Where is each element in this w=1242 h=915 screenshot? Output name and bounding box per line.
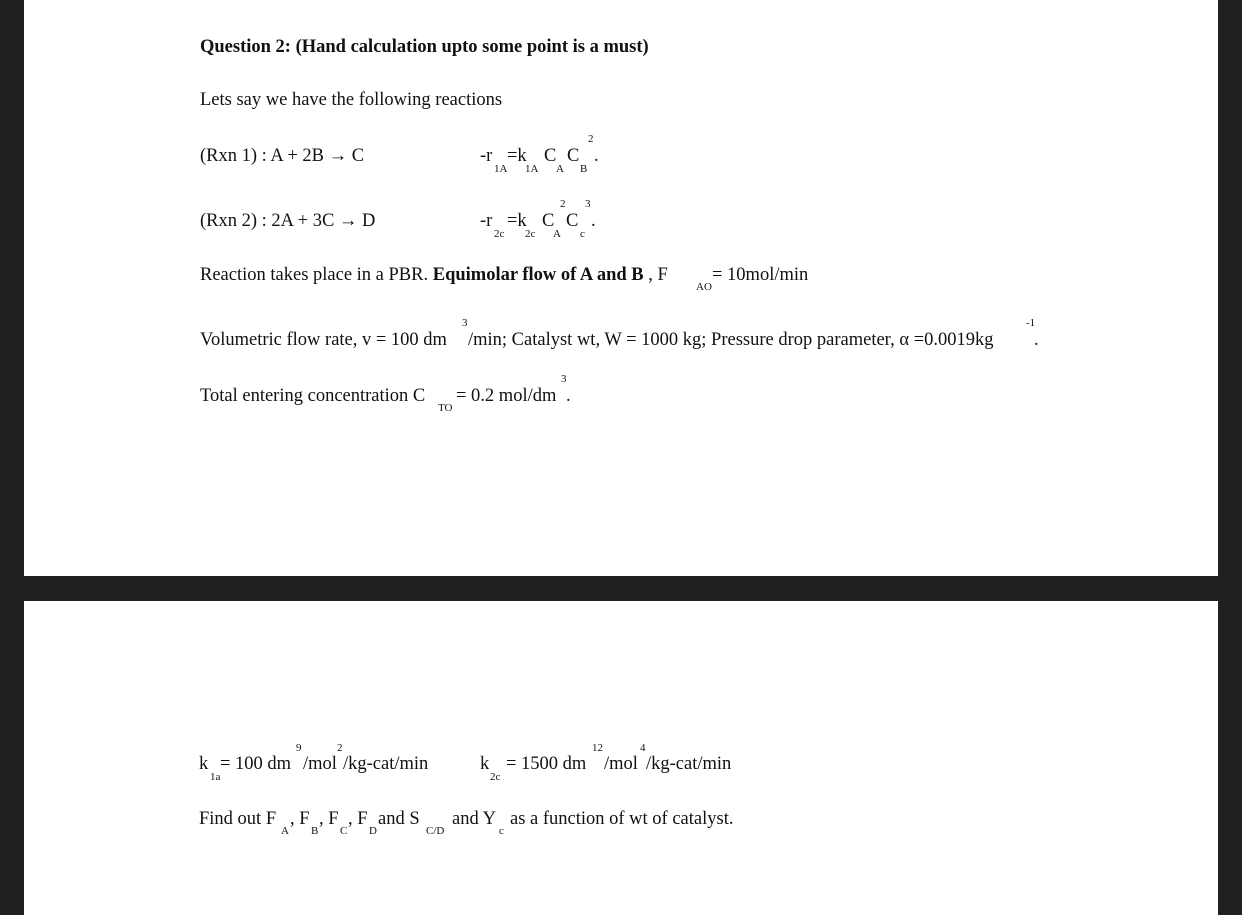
- question-title: Question 2: (Hand calculation upto some point is a must): [200, 37, 649, 57]
- pbr-text1: Reaction takes place in a PBR.: [200, 265, 433, 285]
- rxn2-rate-sup1: 2: [560, 198, 566, 210]
- pbr-bold: Equimolar flow of A and B: [432, 265, 644, 285]
- rxn1-rate-sup: 2: [588, 133, 594, 145]
- rxn2-rate-base: -r: [480, 211, 493, 231]
- vol-text2: /min; Catalyst wt, W = 1000 kg; Pressure drop parameter, α =0.0019kg: [468, 330, 994, 350]
- rxn2-rate-sub2: 2c: [525, 228, 536, 240]
- pbr-text2: , F: [643, 265, 668, 285]
- find-sub-c: C: [340, 825, 348, 837]
- k1-sup2: 2: [337, 742, 343, 754]
- conc-text2: = 0.2 mol/dm: [456, 386, 557, 406]
- k1-sub: 1a: [210, 771, 221, 783]
- rxn1-rate-base: -r: [480, 146, 493, 166]
- conc-text1: Total entering concentration C: [200, 386, 426, 406]
- find-c3: , F: [348, 809, 368, 829]
- find-c1: , F: [290, 809, 310, 829]
- k2-text2: /mol: [604, 754, 638, 774]
- rxn2-rate-sub4: c: [580, 228, 585, 240]
- find-sub-cd: C/D: [426, 825, 445, 837]
- rxn1-rate-c1: C: [544, 146, 557, 166]
- rxn1-rate-eq: =k: [507, 146, 527, 166]
- find-text1: Find out F: [199, 809, 277, 829]
- k1-text3: /kg-cat/min: [343, 754, 429, 774]
- k2-k: k: [480, 754, 490, 774]
- pbr-text3: = 10mol/min: [712, 265, 809, 285]
- k1-k: k: [199, 754, 209, 774]
- rxn2-rate-c1: C: [542, 211, 555, 231]
- rxn2-rate-sup2: 3: [585, 198, 591, 210]
- find-and2: and Y: [452, 809, 497, 829]
- k2-sub: 2c: [490, 771, 501, 783]
- rxn1-rate-sub1: 1A: [494, 163, 508, 175]
- find-sub-b: B: [311, 825, 319, 837]
- document-page-2: [24, 601, 1218, 915]
- conc-sup: 3: [561, 373, 567, 385]
- rxn2-rate-eq: =k: [507, 211, 527, 231]
- vol-sup1: 3: [462, 317, 468, 329]
- rxn1-rate-sub4: B: [580, 163, 588, 175]
- rxn2-rate-sub1: 2c: [494, 228, 505, 240]
- rxn1-rate-sub2: 1A: [525, 163, 539, 175]
- rxn1-rate-c2: C: [567, 146, 580, 166]
- k2-sup1: 12: [592, 742, 603, 754]
- k1-text2: /mol: [303, 754, 337, 774]
- find-sub-a: A: [281, 825, 289, 837]
- find-sub-d: D: [369, 825, 377, 837]
- conc-end: .: [566, 386, 571, 406]
- document-page-1: [24, 0, 1218, 576]
- k2-sup2: 4: [640, 742, 646, 754]
- vol-end: .: [1034, 330, 1039, 350]
- find-c2: , F: [319, 809, 339, 829]
- intro-text: Lets say we have the following reactions: [200, 90, 503, 110]
- conc-sub: TO: [438, 402, 453, 414]
- vol-text1: Volumetric flow rate, v = 100 dm: [200, 330, 447, 350]
- rxn1-rate-end: .: [594, 146, 599, 166]
- rxn1-label: (Rxn 1) : A + 2B → C: [200, 146, 365, 166]
- rxn1-rate-sub3: A: [556, 163, 564, 175]
- k2-text1: = 1500 dm: [506, 754, 587, 774]
- k2-text3: /kg-cat/min: [646, 754, 732, 774]
- rxn2-label: (Rxn 2) : 2A + 3C → D: [200, 211, 376, 231]
- k1-text1: = 100 dm: [220, 754, 292, 774]
- find-rest: as a function of wt of catalyst.: [510, 809, 734, 829]
- pbr-sub: AO: [696, 281, 712, 293]
- find-sub-y: c: [499, 825, 504, 837]
- rxn2-rate-c2: C: [566, 211, 579, 231]
- rxn2-rate-sub3: A: [553, 228, 561, 240]
- vol-sup2: -1: [1026, 317, 1036, 329]
- find-and1: and S: [378, 809, 420, 829]
- rxn2-rate-end: .: [591, 211, 596, 231]
- k1-sup1: 9: [296, 742, 302, 754]
